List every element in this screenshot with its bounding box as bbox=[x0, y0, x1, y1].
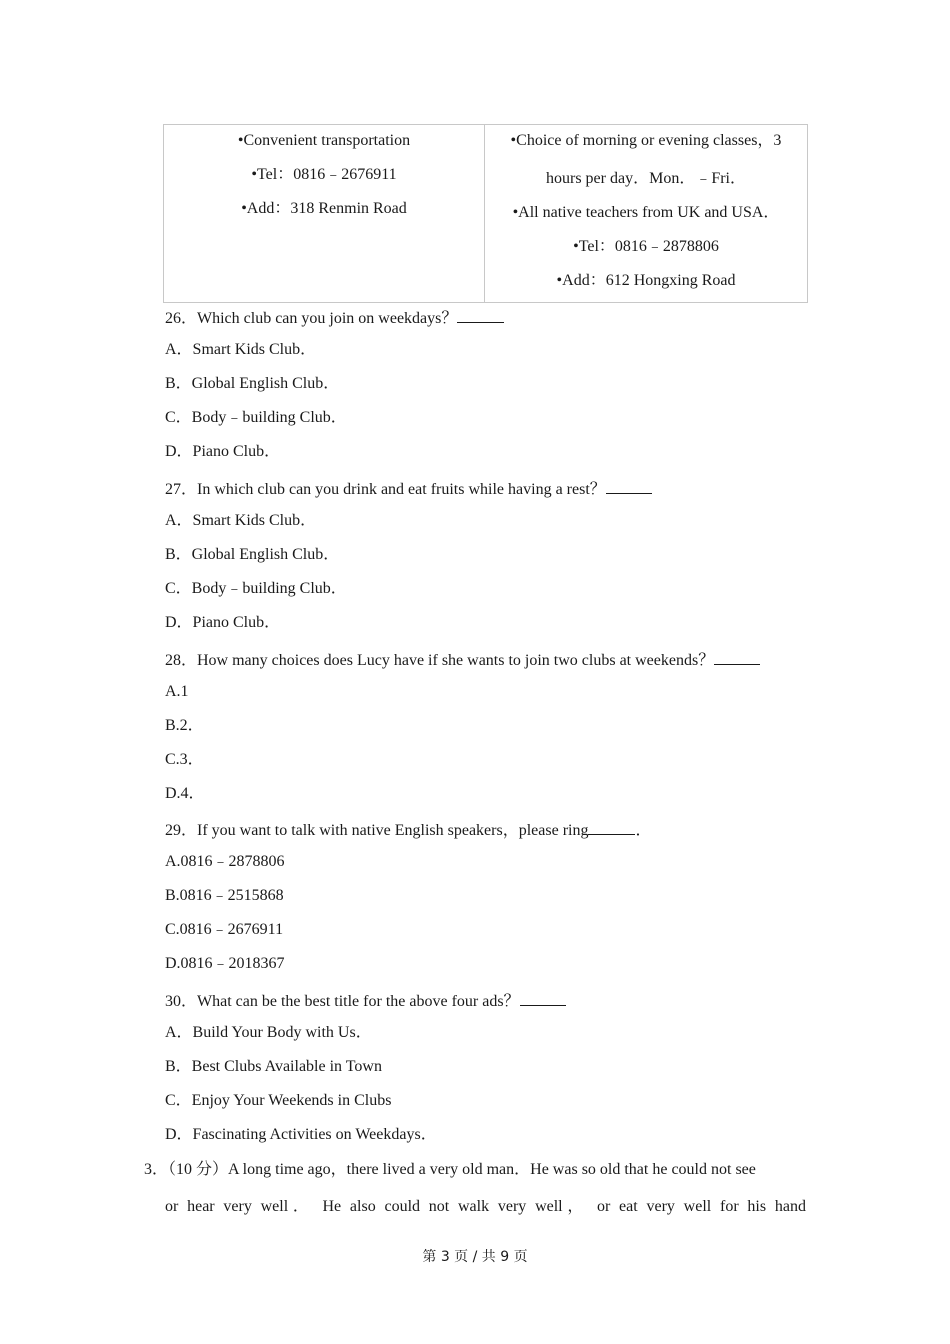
option: B.2． bbox=[165, 717, 204, 734]
question-text: 27．In which club can you drink and eat fruits while having a rest？ bbox=[165, 481, 606, 498]
question-text: 28．How many choices does Lucy have if she wants to join two clubs at weekends？ bbox=[165, 652, 715, 669]
question-stem bbox=[165, 818, 651, 841]
question-stem bbox=[165, 306, 504, 329]
ad-line: •Convenient transportation bbox=[237, 132, 411, 149]
option: A．Build Your Body with Us． bbox=[165, 1024, 372, 1041]
ad-line: •Tel：0816﹣2878806 bbox=[573, 238, 719, 255]
question-stem bbox=[165, 989, 566, 1012]
option: C．Enjoy Your Weekends in Clubs bbox=[165, 1092, 392, 1109]
ad-cell-left bbox=[164, 125, 485, 302]
ad-line: •Tel：0816﹣2676911 bbox=[251, 166, 397, 183]
ad-line: •Add：612 Hongxing Road bbox=[556, 272, 736, 289]
option: A.1 bbox=[165, 683, 189, 700]
option: B．Global English Club． bbox=[165, 546, 340, 563]
option: C．Body﹣building Club． bbox=[165, 580, 347, 597]
passage-line: or hear very well． He also could not walk very well， or eat very well for his hand bbox=[165, 1198, 806, 1215]
ad-line: •All native teachers from UK and USA． bbox=[512, 204, 780, 221]
option: C.0816﹣2676911 bbox=[165, 921, 284, 938]
answer-blank bbox=[520, 989, 566, 1006]
option: B．Global English Club． bbox=[165, 375, 340, 392]
option: A.0816﹣2878806 bbox=[165, 853, 285, 870]
option: A．Smart Kids Club． bbox=[165, 512, 317, 529]
ad-cell-right bbox=[485, 125, 807, 302]
question-stem bbox=[165, 477, 652, 500]
answer-blank bbox=[606, 477, 652, 494]
option: D．Piano Club． bbox=[165, 443, 281, 460]
option: D．Fascinating Activities on Weekdays． bbox=[165, 1126, 437, 1143]
ads-table bbox=[163, 124, 808, 303]
answer-blank bbox=[588, 818, 635, 835]
question-stem bbox=[165, 648, 760, 671]
ad-line: •Choice of morning or evening classes，3 bbox=[510, 132, 782, 149]
answer-blank bbox=[457, 306, 504, 323]
ad-line: hours per day．Mon．﹣Fri． bbox=[546, 170, 746, 187]
question-text-end: ． bbox=[635, 822, 652, 839]
option: D.0816﹣2018367 bbox=[165, 955, 285, 972]
option: C.3． bbox=[165, 751, 204, 768]
ad-line: •Add：318 Renmin Road bbox=[241, 200, 407, 217]
answer-blank bbox=[714, 648, 760, 665]
option: B.0816﹣2515868 bbox=[165, 887, 284, 904]
page-footer: 第 3 页 / 共 9 页 bbox=[422, 1249, 528, 1265]
option: D.4． bbox=[165, 785, 205, 802]
option: A．Smart Kids Club． bbox=[165, 341, 317, 358]
option: D．Piano Club． bbox=[165, 614, 281, 631]
question-text: 26．Which club can you join on weekdays？ bbox=[165, 310, 458, 327]
question-text: 29．If you want to talk with native English speakers，please ring bbox=[165, 822, 589, 839]
passage-line: 3．（10 分）A long time ago，there lived a very old man．He was so old that he could not see bbox=[144, 1161, 756, 1178]
option: C．Body﹣building Club． bbox=[165, 409, 347, 426]
question-text: 30．What can be the best title for the above four ads？ bbox=[165, 993, 520, 1010]
option: B．Best Clubs Available in Town bbox=[165, 1058, 382, 1075]
